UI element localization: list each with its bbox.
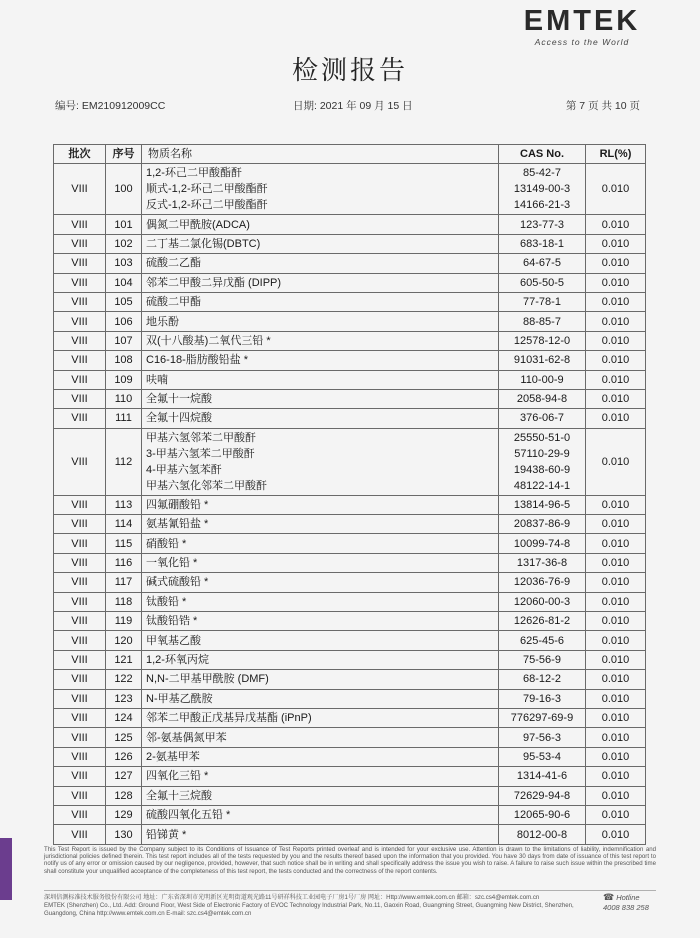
cell-batch: VIII <box>54 331 106 350</box>
cell-cas <box>499 767 586 786</box>
cas-number-line: 1317-36-8 <box>516 557 568 570</box>
cell-batch: VIII <box>54 234 106 253</box>
cell-number: 105 <box>106 292 142 311</box>
cell-rl: 0.010 <box>586 592 646 611</box>
cell-number: 122 <box>106 670 142 689</box>
cell-substance <box>142 331 499 350</box>
cell-substance <box>142 825 499 844</box>
cell-cas <box>499 292 586 311</box>
cell-batch: VIII <box>54 389 106 408</box>
table-row <box>54 747 646 766</box>
substance-name-line: 3-甲基六氢苯二甲酸酐 <box>146 447 255 460</box>
substance-name-line: 四氟硼酸铅 * <box>146 498 209 511</box>
cell-cas <box>499 592 586 611</box>
table-row <box>54 215 646 234</box>
header-substance: 物质名称 <box>142 145 499 164</box>
cell-number: 112 <box>106 428 142 495</box>
cell-batch: VIII <box>54 515 106 534</box>
table-row <box>54 164 646 215</box>
cell-cas <box>499 515 586 534</box>
cell-substance <box>142 631 499 650</box>
cell-number: 118 <box>106 592 142 611</box>
cell-batch: VIII <box>54 534 106 553</box>
table-body <box>54 164 646 844</box>
substance-name-line: 钛酸铅 * <box>146 595 187 608</box>
cell-substance <box>142 273 499 292</box>
cell-rl: 0.010 <box>586 515 646 534</box>
cas-number-line: 110-00-9 <box>520 373 564 386</box>
cell-batch: VIII <box>54 409 106 428</box>
cas-number-line: 12036-76-9 <box>513 576 571 589</box>
cell-number: 115 <box>106 534 142 553</box>
cell-cas <box>499 351 586 370</box>
substance-name-line: 全氟十三烷酸 <box>146 789 212 802</box>
cell-batch: VIII <box>54 786 106 805</box>
substance-name-line: 硫酸二乙酯 <box>146 257 201 270</box>
cell-number: 127 <box>106 767 142 786</box>
table-row <box>54 825 646 844</box>
cas-number-line: 91031-62-8 <box>513 354 571 367</box>
substance-name-line: 四氧化三铅 * <box>146 770 209 783</box>
cell-number: 111 <box>106 409 142 428</box>
substance-name-line: 钛酸铅锆 * <box>146 615 198 628</box>
cell-number: 123 <box>106 689 142 708</box>
cell-cas <box>499 164 586 215</box>
substance-name-line: 二丁基二氯化锡(DBTC) <box>146 237 261 250</box>
cell-number: 109 <box>106 370 142 389</box>
substance-name-line: 双(十八酸基)二氧代三铅 * <box>146 334 271 347</box>
table-row <box>54 234 646 253</box>
substance-name-line: 硫酸二甲酯 <box>146 296 201 309</box>
cell-substance <box>142 254 499 273</box>
substance-name-line: 全氟十一烷酸 <box>146 393 212 406</box>
table-row <box>54 428 646 495</box>
cell-rl: 0.010 <box>586 631 646 650</box>
cell-cas <box>499 805 586 824</box>
cell-batch: VIII <box>54 612 106 631</box>
cell-batch: VIII <box>54 292 106 311</box>
cas-number-line: 12578-12-0 <box>513 334 571 347</box>
table-row <box>54 254 646 273</box>
cell-batch: VIII <box>54 747 106 766</box>
cell-number: 100 <box>106 164 142 215</box>
cell-substance <box>142 370 499 389</box>
cell-substance <box>142 573 499 592</box>
table-row <box>54 805 646 824</box>
cell-substance <box>142 215 499 234</box>
cell-batch: VIII <box>54 592 106 611</box>
cas-number-line: 12065-90-6 <box>513 809 571 822</box>
cell-substance <box>142 786 499 805</box>
cas-number-line: 683-18-1 <box>519 237 565 250</box>
table-row <box>54 689 646 708</box>
cell-batch: VIII <box>54 728 106 747</box>
cell-number: 119 <box>106 612 142 631</box>
table-row <box>54 273 646 292</box>
cas-number-line: 95-53-4 <box>523 750 561 763</box>
substance-name-line: 甲基六氢化邻苯二甲酸酐 <box>146 479 267 492</box>
table-row <box>54 534 646 553</box>
cell-cas <box>499 670 586 689</box>
substance-name-line: 1,2-环氧丙烷 <box>146 654 209 666</box>
header-number: 序号 <box>106 145 142 164</box>
logo-tagline: Access to the World <box>534 37 630 47</box>
cell-number: 110 <box>106 389 142 408</box>
cell-cas <box>499 495 586 514</box>
cell-batch: VIII <box>54 670 106 689</box>
cell-rl: 0.010 <box>586 670 646 689</box>
cas-number-line: 13149-00-3 <box>513 183 571 196</box>
cell-rl: 0.010 <box>586 612 646 631</box>
cell-number: 113 <box>106 495 142 514</box>
cell-rl: 0.010 <box>586 534 646 553</box>
cell-cas <box>499 428 586 495</box>
table-row <box>54 612 646 631</box>
page-number: 第 7 页 共 10 页 <box>565 100 640 112</box>
cas-number-line: 75-56-9 <box>523 654 561 666</box>
cell-batch: VIII <box>54 273 106 292</box>
substance-name-line: 硝酸铅 * <box>146 537 187 550</box>
cell-number: 116 <box>106 553 142 572</box>
cell-number: 124 <box>106 708 142 727</box>
cell-substance <box>142 612 499 631</box>
cell-cas <box>499 254 586 273</box>
cell-rl: 0.010 <box>586 786 646 805</box>
cell-cas <box>499 573 586 592</box>
cell-batch: VIII <box>54 370 106 389</box>
header-rl: RL(%) <box>586 145 646 164</box>
cell-rl: 0.010 <box>586 825 646 844</box>
cas-number-line: 85-42-7 <box>523 167 561 180</box>
table-row <box>54 670 646 689</box>
cas-number-line: 64-67-5 <box>523 257 561 270</box>
substance-name-line: 1,2-环己二甲酸酯酐 <box>146 167 242 180</box>
cell-cas <box>499 786 586 805</box>
table-header-row <box>54 145 646 164</box>
substance-name-line: 邻苯二甲酸二异戊酯 (DIPP) <box>146 276 282 289</box>
cell-batch: VIII <box>54 708 106 727</box>
cell-batch: VIII <box>54 767 106 786</box>
cas-number-line: 20837-86-9 <box>513 518 571 531</box>
cell-rl: 0.010 <box>586 708 646 727</box>
substance-name-line: 铅锑黄 * <box>146 828 187 841</box>
cell-substance <box>142 728 499 747</box>
cell-substance <box>142 515 499 534</box>
cell-substance <box>142 312 499 331</box>
cell-batch: VIII <box>54 351 106 370</box>
cell-number: 114 <box>106 515 142 534</box>
cell-cas <box>499 650 586 669</box>
cas-number-line: 12626-81-2 <box>513 615 571 628</box>
cas-number-line: 57110-29-9 <box>514 447 570 460</box>
substance-name-line: 4-甲基六氢苯酐 <box>146 463 222 476</box>
hotline-number: 4008 838 258 <box>603 903 649 912</box>
cell-batch: VIII <box>54 254 106 273</box>
cell-substance <box>142 689 499 708</box>
cell-substance <box>142 409 499 428</box>
cell-cas <box>499 370 586 389</box>
cell-substance <box>142 650 499 669</box>
substance-name-line: 甲氧基乙酸 <box>146 634 201 647</box>
cell-number: 121 <box>106 650 142 669</box>
cas-number-line: 1314-41-6 <box>516 770 568 783</box>
cell-rl: 0.010 <box>586 370 646 389</box>
cell-batch: VIII <box>54 825 106 844</box>
cell-number: 120 <box>106 631 142 650</box>
cell-substance <box>142 805 499 824</box>
cell-rl: 0.010 <box>586 573 646 592</box>
cas-number-line: 77-78-1 <box>523 296 561 309</box>
cell-number: 128 <box>106 786 142 805</box>
cell-cas <box>499 553 586 572</box>
cell-number: 101 <box>106 215 142 234</box>
substance-name-line: 全氟十四烷酸 <box>146 412 212 425</box>
cas-number-line: 68-12-2 <box>523 673 561 686</box>
table-row <box>54 573 646 592</box>
cell-number: 129 <box>106 805 142 824</box>
cas-number-line: 13814-96-5 <box>513 498 571 511</box>
substance-name-line: 硫酸四氧化五铅 * <box>146 809 231 822</box>
table-row <box>54 515 646 534</box>
cas-number-line: 97-56-3 <box>523 731 561 744</box>
cas-number-line: 14166-21-3 <box>513 199 571 212</box>
table-row <box>54 312 646 331</box>
cell-substance <box>142 428 499 495</box>
table-row <box>54 708 646 727</box>
cell-rl: 0.010 <box>586 689 646 708</box>
cell-number: 103 <box>106 254 142 273</box>
cell-number: 102 <box>106 234 142 253</box>
cas-number-line: 10099-74-8 <box>513 537 571 550</box>
cell-substance <box>142 351 499 370</box>
cell-cas <box>499 689 586 708</box>
substance-name-line: 氨基氰铅盐 * <box>146 518 209 531</box>
cas-number-line: 123-77-3 <box>519 218 565 231</box>
substance-name-line: 2-氨基甲苯 <box>146 750 200 763</box>
cell-cas <box>499 234 586 253</box>
cell-cas <box>499 273 586 292</box>
footer-line-2: EMTEK (Shenzhen) Co., Ltd. Add: Ground Floor, West Side of Electronic Factory of EVOC Technology Industrial Park, No.11, Gaoxin Road, Guangming Street, Guangming New District, Shenzhen, <box>44 902 574 909</box>
cell-rl: 0.010 <box>586 331 646 350</box>
cell-cas <box>499 409 586 428</box>
cell-batch: VIII <box>54 805 106 824</box>
cell-rl: 0.010 <box>586 747 646 766</box>
cell-substance <box>142 164 499 215</box>
cas-number-line: 376-06-7 <box>519 412 565 425</box>
cell-rl: 0.010 <box>586 389 646 408</box>
cas-number-line: 605-50-5 <box>519 276 565 289</box>
hotline <box>603 892 663 912</box>
disclaimer-text: This Test Report is issued by the Company subject to its Conditions of Issuance of Test Reports printed overleaf and is intended for your exclusive use. Attention is drawn to the limitations of liability, indemnification and jurisdictional policies defined therein. This test report includes all of the tests requested by you and the results thereof based upon the information that you provided. You have 30 days from date of issuance of this test report to notify us of any error or omission caused by our negligence, provided, however, that such notice shall be in writing and shall specifically address the issue you wish to raise. A failure to raise such issue within the prescribed time shall constitute your unqualified acceptance of the completeness of this test report, the tests conducted and the correctness of the report contents. <box>44 846 656 875</box>
cell-rl: 0.010 <box>586 409 646 428</box>
cell-substance <box>142 592 499 611</box>
substance-name-line: C16-18-脂肪酸铅盐 * <box>146 354 249 367</box>
table-row <box>54 495 646 514</box>
emtek-logo <box>512 6 652 47</box>
footer-divider <box>44 890 656 891</box>
cell-cas <box>499 612 586 631</box>
cell-rl: 0.010 <box>586 234 646 253</box>
cell-cas <box>499 312 586 331</box>
cell-rl: 0.010 <box>586 805 646 824</box>
table-row <box>54 389 646 408</box>
table-row <box>54 631 646 650</box>
cell-substance <box>142 747 499 766</box>
substance-name-line: 甲基六氢邻苯二甲酸酐 <box>146 431 256 444</box>
substance-name-line: 地乐酚 <box>146 315 179 328</box>
cell-rl: 0.010 <box>586 215 646 234</box>
table-row <box>54 351 646 370</box>
table-row <box>54 409 646 428</box>
logo-wordmark: EMTEK <box>523 5 641 37</box>
substance-name-line: N,N-二甲基甲酰胺 (DMF) <box>146 673 269 686</box>
cell-cas <box>499 708 586 727</box>
cell-batch: VIII <box>54 215 106 234</box>
report-number: 编号: EM210912009CC <box>55 100 166 112</box>
cell-rl: 0.010 <box>586 254 646 273</box>
cell-cas <box>499 331 586 350</box>
cell-rl: 0.010 <box>586 273 646 292</box>
cas-number-line: 79-16-3 <box>523 692 561 705</box>
cell-substance <box>142 670 499 689</box>
cell-rl: 0.010 <box>586 650 646 669</box>
cas-number-line: 72629-94-8 <box>513 789 571 802</box>
cell-batch: VIII <box>54 573 106 592</box>
cell-rl: 0.010 <box>586 428 646 495</box>
table-row <box>54 553 646 572</box>
cas-number-line: 8012-00-8 <box>516 828 568 841</box>
cell-number: 125 <box>106 728 142 747</box>
cell-rl: 0.010 <box>586 553 646 572</box>
cas-number-line: 19438-60-9 <box>513 463 571 476</box>
substance-name-line: 呋喃 <box>146 373 168 386</box>
side-accent-bar <box>0 838 12 900</box>
cas-number-line: 48122-14-1 <box>513 479 571 492</box>
header-batch: 批次 <box>54 145 106 164</box>
cell-batch: VIII <box>54 650 106 669</box>
phone-icon: ☎ <box>603 892 615 902</box>
cell-rl: 0.010 <box>586 728 646 747</box>
cell-substance <box>142 495 499 514</box>
cell-substance <box>142 389 499 408</box>
cell-batch: VIII <box>54 428 106 495</box>
hotline-label: Hotline <box>616 893 640 902</box>
cell-number: 126 <box>106 747 142 766</box>
substance-name-line: N-甲基乙酰胺 <box>146 692 213 705</box>
footer-address <box>44 894 592 918</box>
cell-cas <box>499 728 586 747</box>
table-row <box>54 728 646 747</box>
cell-rl: 0.010 <box>586 767 646 786</box>
cell-number: 130 <box>106 825 142 844</box>
substance-name-line: 反式-1,2-环己二甲酸酯酐 <box>146 199 268 212</box>
page-title: 检测报告 <box>291 56 408 86</box>
cas-number-line: 25550-51-0 <box>513 431 571 444</box>
cell-rl: 0.010 <box>586 292 646 311</box>
cas-number-line: 2058-94-8 <box>516 393 568 406</box>
cell-rl: 0.010 <box>586 312 646 331</box>
table-row <box>54 331 646 350</box>
cell-cas <box>499 747 586 766</box>
cell-cas <box>499 215 586 234</box>
table-row <box>54 650 646 669</box>
substance-name-line: 顺式-1,2-环己二甲酸酯酐 <box>146 183 268 196</box>
table-row <box>54 592 646 611</box>
table-row <box>54 786 646 805</box>
substance-name-line: 邻-氨基偶氮甲苯 <box>146 731 227 744</box>
cell-number: 107 <box>106 331 142 350</box>
cell-substance <box>142 292 499 311</box>
cell-batch: VIII <box>54 312 106 331</box>
cas-number-line: 625-45-6 <box>519 634 565 647</box>
table-row <box>54 767 646 786</box>
cell-cas <box>499 825 586 844</box>
cell-substance <box>142 234 499 253</box>
cell-substance <box>142 553 499 572</box>
cell-substance <box>142 534 499 553</box>
cell-number: 106 <box>106 312 142 331</box>
substance-name-line: 邻苯二甲酸正戊基异戊基酯 (iPnP) <box>146 712 312 725</box>
cell-cas <box>499 631 586 650</box>
cas-number-line: 88-85-7 <box>523 315 561 328</box>
table-row <box>54 370 646 389</box>
substance-name-line: 一氧化铅 * <box>146 557 198 570</box>
substance-name-line: 偶氮二甲酰胺(ADCA) <box>146 218 250 231</box>
table-row <box>54 292 646 311</box>
cell-batch: VIII <box>54 495 106 514</box>
report-date: 日期: 2021 年 09 月 15 日 <box>293 100 413 112</box>
cell-batch: VIII <box>54 689 106 708</box>
cell-cas <box>499 534 586 553</box>
cell-rl: 0.010 <box>586 164 646 215</box>
cell-number: 117 <box>106 573 142 592</box>
substance-name-line: 碱式硫酸铅 * <box>146 576 209 589</box>
footer-line-3: Guangdong, China http://www.emtek.com.cn E-mail: szc.cs4@emtek.com.cn <box>44 910 252 917</box>
cell-substance <box>142 767 499 786</box>
cell-number: 104 <box>106 273 142 292</box>
cell-cas <box>499 389 586 408</box>
cell-batch: VIII <box>54 164 106 215</box>
cas-number-line: 776297-69-9 <box>510 712 574 725</box>
cell-number: 108 <box>106 351 142 370</box>
cell-batch: VIII <box>54 631 106 650</box>
substance-table <box>53 144 646 845</box>
header-cas: CAS No. <box>499 145 586 164</box>
cell-rl: 0.010 <box>586 495 646 514</box>
footer-line-1: 深圳信测标准技术服务股份有限公司 地址：广东省深圳市光明新区光明街道观光路11号研祥科技工业园电子厂房1号厂房 网址：Http://www.emtek.com.cn 邮箱：szc.cs4@emtek.com.cn <box>44 894 540 901</box>
cell-rl: 0.010 <box>586 351 646 370</box>
cell-substance <box>142 708 499 727</box>
cas-number-line: 12060-00-3 <box>513 595 571 608</box>
cell-batch: VIII <box>54 553 106 572</box>
